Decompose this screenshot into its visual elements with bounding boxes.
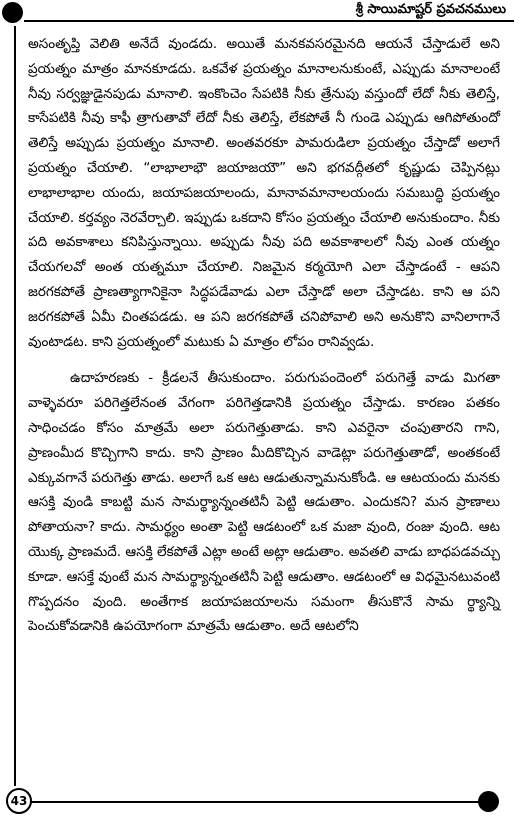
corner-dot-top-left bbox=[2, 2, 23, 23]
paragraph-1: అసంతృప్తి వెలితి అనేదే వుండదు. అయితే మనకవసరమైనది ఆయనే చేస్తాడులే అని ప్రయత్నం మాత్రం మానకూడదు. ఒకవేళ ప్రయత్నం మానాలనుకుంటే, ఎప్పుడు మానాలంటే నీవు సర్వజ్ఞుడైనపుడు మానాలి. ఇంకొంచెం సేపటికి నీకు త్రేనుపు వస్తుందో లేదో నీకు తెలిస్తే, కాసేపటికి నీవు కాఫీ త్రాగుతావో లేదో నీకు తెలిస్తే, లేకపోతే నీ గుండె ఎప్పుడు ఆగిపోతుందో తెలిస్తే అప్పుడు ప్రయత్నం మానాలి. అంతవరకూ పామరుడిలా ప్రయత్నం చేస్తాడో అలాగే ప్రయత్నం చేయాలి. “లాభాలాభౌ జయాజయౌ” అని భగవద్గీతలో కృష్ణుడు చెప్పినట్లు లాభాలాభాల యందు, జయాపజయాలందు, మానావమానాలయందు సమబుద్ధి ప్రయత్నం చేయాలి. కర్తవ్యం నెరవేర్చాలి. ఇప్పుడు ఒకదాని కోసం ప్రయత్నం చేయాలి అనుకుందాం. నీకు పది అవకాశాలు కనిపిస్తున్నాయి. అప్పుడు నీవు పది అవకాశాలలో నీవు ఎంత యత్నం చేయగలవో అంత యత్నమూ చేయాలి. నిజమైన కర్మయోగి ఎలా చేస్తాడంటే - ఆపని జరగకపోతే ప్రాణత్యాగానికైనా సిద్ధపడేవాడు ఎలా చేస్తాడో అలా చేస్తాడట. కాని ఆ పని జరగకపోతే ఏమీ చింతపడడు. ఆ పని జరగకపోతే చనిపోవాలి అని అనుకొని వానిలాగానే వుంటాడట. కాని ప్రయత్నంలో మటుకు ఏ మాత్రం లోపం రానివ్వడు. bbox=[28, 36, 500, 350]
paragraph-2: ఉదాహరణకు - క్రీడలనే తీసుకుందాం. పరుగుపందెంలో పరుగెత్తే వాడు మిగతా వాళ్ళెవరూ పరిగెత్తలేనంత వేగంగా పరిగెత్తడానికి ప్రయత్నం చేస్తాడు. కారణం పతకం సాధించడం కోసం మాత్రమే అలా పరుగెత్తుతాడు. కాని ఎవరైనా చంపుతారని గాని, ప్రాణంమీద కొచ్చిగాని కాదు. కాని ప్రాణం మీదికొచ్చిన వాడెట్లా పరుగెత్తుతాడో, అంతకంటే ఎక్కువగానే పరుగెత్తు తాడు. అలాగే ఒక ఆట ఆడుతున్నామనుకోండి. ఆ ఆటయందు మనకు ఆసక్తి వుండి కాబట్టి మన సామర్థ్యాన్నంతటినీ పెట్టి ఆడుతాం. ఎందుకని? మన ప్రాణాలు పోతాయనా? కాదు. సామర్థ్యం అంతా పెట్టి ఆడటంలో ఒక మజా వుంది, రంజు వుంది. ఆట యొక్క ప్రాణమదే. ఆసక్తి లేకపోతే ఎట్లా అంటే అట్లా ఆడుతాం. అవతలి వాడు బాధపడవచ్చు కూడా. ఆసక్తే వుంటే మన సామర్థ్యాన్నంతటినీ పెట్టి ఆడుతాం. ఆడటంలో ఆ విధమైనటువంటి గొప్పదనం వుంది. అంతేగాక జయాపజయాలను సమంగా తీసుకొనే సామ ర్థ్యాన్ని పెంచుకోవడానికి ఉపయోగంగా మాత్రమే ఆడుతాం. అదే ఆటలోని bbox=[28, 370, 500, 635]
footer-rule bbox=[28, 801, 480, 803]
left-margin-rule bbox=[14, 26, 16, 786]
body-text bbox=[28, 32, 500, 639]
corner-dot-bottom-right bbox=[478, 791, 499, 812]
page-header bbox=[8, 0, 514, 30]
book-title: శ్రీ సాయిమాష్టర్ ప్రవచనములు bbox=[354, 2, 508, 20]
header-rule bbox=[24, 20, 514, 22]
page-number: 43 bbox=[6, 788, 32, 814]
